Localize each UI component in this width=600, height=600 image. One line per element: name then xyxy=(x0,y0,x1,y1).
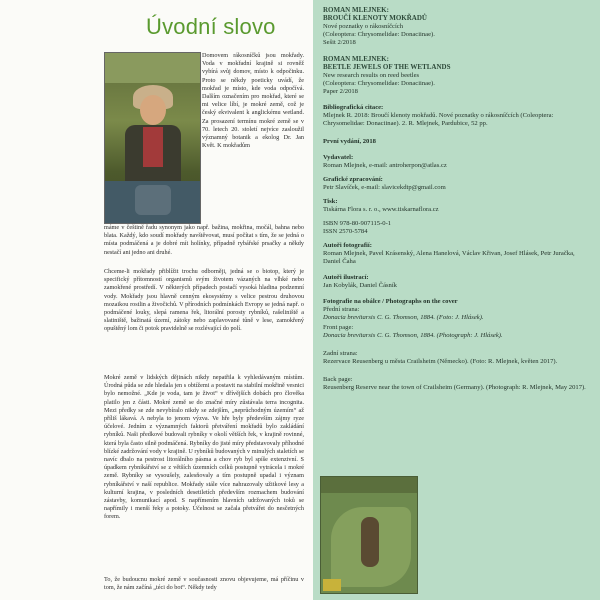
isbn: ISBN 978-80-907115-0-1 xyxy=(323,220,392,227)
paragraph-2: Chceme-li mokřady přiblížit trochu odborněji, jedná se o biotop, který je specifický přítomností organismů svým životem vázaných na vlhké nebo zamokřené prostředí. V některých případech postačí vysoká hladina podzemní vody. Mokřady jsou hlavně cenným ekosystémy s velice pestrou druhovou mozaikou rostlin a živočichů. V přírodních podmínkách Evropy se jedná např. o podmáčené louky, slepá ramena řek, litorální porosty rybníků, rašeliniště a slatiniště, bažinatá území, zátoky nebo zaplavované tůně v lese, zamokřený opuštěný lom či potok pravidelně se rozlévající do polí. xyxy=(104,268,304,333)
illustrators-text: Jan Kobylák, Daniel Čásník xyxy=(323,282,397,289)
series-cz: Sešit 2/2018 xyxy=(323,39,356,46)
citation-text: Mlejnek R. 2018: Broučí klenoty mokřadů. Nové poznatky o rákosníčcích (Coleoptera: Chrysomelidae: Donaciinae). 2. R. Mlejnek, Pardubice, 52 pp. xyxy=(323,112,554,128)
cover-front-en-text: Donacia brevitarsis C. G. Thomson, 1884. (Photograph: J. Hlásek). xyxy=(323,332,503,339)
cover-back-en-label: Back page: xyxy=(323,376,353,383)
cover-back-cz-label: Zadní strana: xyxy=(323,350,358,357)
photo-shirt xyxy=(143,127,163,167)
subtitle-en: New research results on reed beetles xyxy=(323,72,420,79)
cover-back-en-text: Reusenberg Reserve near the town of Crailsheim (Germany). (Photograph: R. Mlejnek, May 2017). xyxy=(323,384,586,391)
author-cz: ROMAN MLEJNEK: xyxy=(323,6,389,14)
first-edition: První vydání, 2018 xyxy=(323,138,376,145)
cover-photos-heading: Fotografie na obálce / Photographs on the cover xyxy=(323,298,458,305)
author-photo xyxy=(104,52,201,224)
intro-paragraph: Domovem rákosníčků jsou mokřady. Voda v mokřadní krajině si rovněž vybírá svůj domov, místo k odpočinku. Proto se někdy poeticky uvádí, že mokřad je místo, kde voda odpočívá. Dalším označením pro mokřad, které se mi velice líbí, je mokré země, což je český ekvivalent k anglickému wetland. Za prosazení termínu mokré země se v 70. letech 20. století nejvíce zasloužil významný botanik a ekolog Dr. Jan Květ. K mokřadům xyxy=(202,52,304,150)
cover-front-cz-text: Donacia brevitarsis C. G. Thomson, 1884. (Foto: J. Hlásek). xyxy=(323,314,484,321)
print-heading: Tisk: xyxy=(323,198,338,205)
photo-face xyxy=(140,95,166,125)
series-en: Paper 2/2018 xyxy=(323,88,358,95)
photo-authors-text: Roman Mlejnek, Pavel Krásenský, Alena Hanelová, Václav Křivan, Josef Hlásek, Petr Juračka, Daniel Čaha xyxy=(323,250,575,266)
book-cover-thumbnail xyxy=(320,476,418,594)
paragraph-1: máme v češtině řadu synonym jako např. bažina, mokřina, močál, bahna nebo blata. Každý, kdo soudí mokřady navštěvovat, musí počítat s tím, že se jedná o místa podmáčená a je dobré mít holínky, případně rybářské prsačky a někdy nestačí ani jedno ani druhé. xyxy=(104,224,304,256)
print-text: Tiskárna Flora s. r. o., www.tiskarnaflora.cz xyxy=(323,206,439,213)
photo-reflection xyxy=(135,185,171,215)
subtitle-cz: Nové poznatky o rákosníčcích xyxy=(323,23,404,30)
cover-front-en-label: Front page: xyxy=(323,324,354,331)
paragraph-3: Mokré země v lidských dějinách nikdy nepatřila k vyhledávaným místům. Úrodná půda se zde hledala jen s obtížemi a postavit na stabilní mokřině vesnici bylo nemožné. „Kde je voda, tam je život“ v dřívějších dobách pro člověka platilo jen z části. Mokré země se do značné míry zůstávala terra incognita. Mezi předky se zde nevybíralo nikdy se zdejším, „neprůchodným územím“ až příliš lákavá. A nebyla to jenom výzva. Ve hře byly především zájmy ryze účelové. Jedním z významných faktorů přetváření mokřadů bylo zakládání rybníků. Naši předkové budovali rybníky v okolí větších řek, v krajině rovinné, která byla často silně podmáčená. Rybníky do jisté míry představovaly příhodné blízké zadržování vody v krajině. U rybníků budovaných v minulých staletích se navíc dbalo na pestrost litorálního pásma a chov ryb byl spíše extenzivní. S úpadkem rybníkářství se z větších územních celků postupně vytrácela i mokré země. Rybníky se vysoušely, zalesňovaly a tím postupně upadal i význam rybníkářství v naší republice. Mokřady stále více nahrazovaly užitkové lesy a kulturní krajina, v posledních desetiletích především rozmachem budování zástavby, komunikací apod. S napřímením hlavních udržovaných toků se napřímily i menší řeky a potoky. Účelnost se začala přetvářet do nesčetných forem. xyxy=(104,374,304,521)
photo-authors-heading: Autoři fotografií: xyxy=(323,242,372,249)
page-title: Úvodní slovo xyxy=(146,14,276,39)
cover-label xyxy=(323,579,341,591)
title-cz: BROUČÍ KLENOTY MOKŘADŮ xyxy=(323,14,427,22)
publisher-heading: Vydavatel: xyxy=(323,154,354,161)
cover-beetle xyxy=(361,517,379,567)
design-heading: Grafické zpracování: xyxy=(323,176,383,183)
author-en: ROMAN MLEJNEK: xyxy=(323,55,389,63)
title-en: BEETLE JEWELS OF THE WETLANDS xyxy=(323,63,451,71)
left-page xyxy=(104,8,304,596)
taxon-cz: (Coleoptera: Chrysomelidae: Donaciinae). xyxy=(323,31,435,38)
citation-heading: Bibliografická citace: xyxy=(323,104,384,111)
illustrators-heading: Autoři ilustrací: xyxy=(323,274,369,281)
paragraph-4: To, že budoucnu mokré země v současnosti znovu objevujeme, má příčinu v tom, že nám začíná „téci do bot“. Někdy tedy xyxy=(104,576,304,592)
design-text: Petr Slavíček, e-mail: slavicekdtp@gmail.com xyxy=(323,184,446,191)
publisher-text: Roman Mlejnek, e-mail: antroherpon@atlas.cz xyxy=(323,162,447,169)
cover-back-cz-text: Rezervace Reusenberg u města Crailsheim (Německo). (Foto: R. Mlejnek, květen 2017). xyxy=(323,358,558,365)
issn: ISSN 2570-5784 xyxy=(323,228,368,235)
taxon-en: (Coleoptera: Chrysomelidae: Donaciinae). xyxy=(323,80,435,87)
cover-front-cz-label: Přední strana: xyxy=(323,306,360,313)
photo-background xyxy=(105,53,200,83)
cover-top-band xyxy=(321,477,417,493)
